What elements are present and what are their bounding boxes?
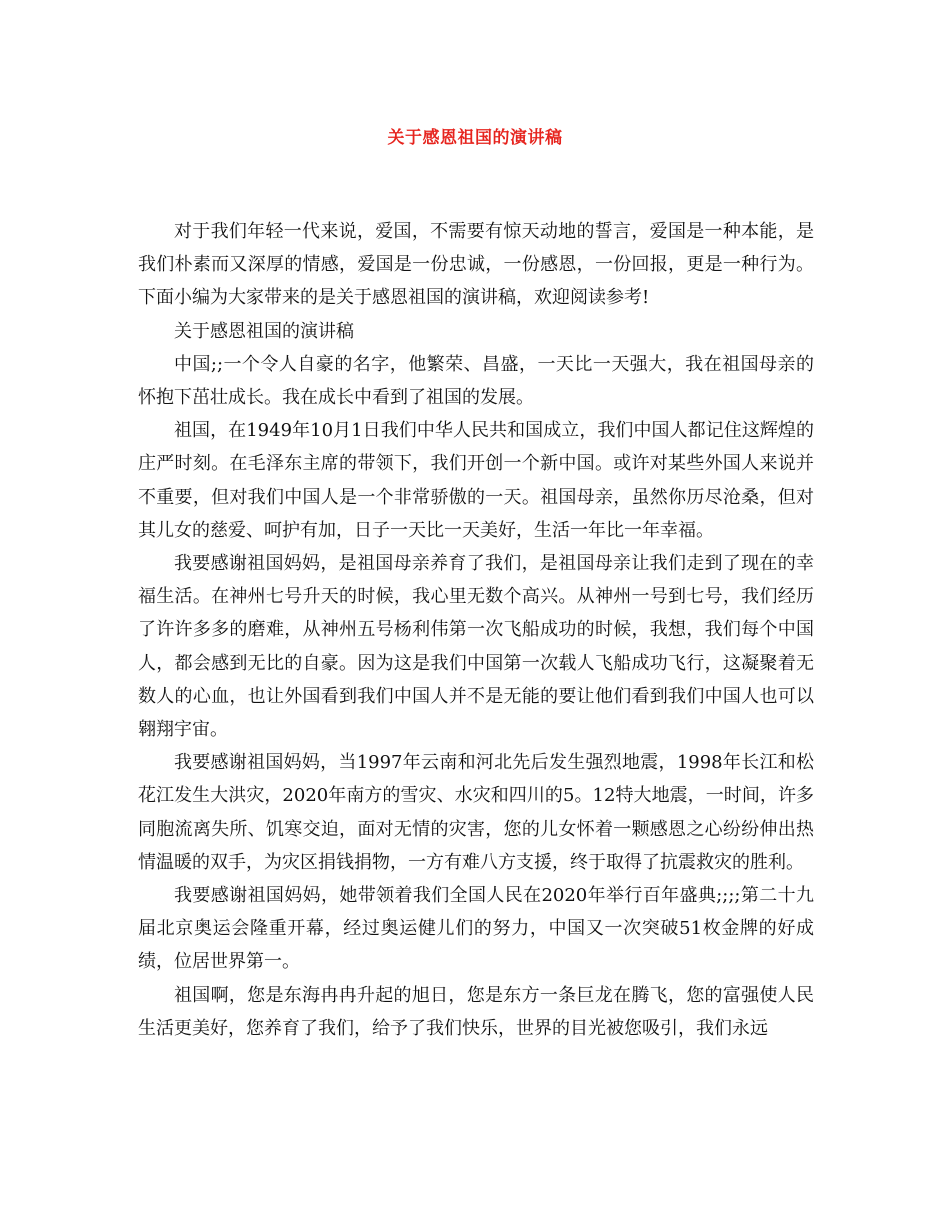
paragraph-closing: 祖国啊，您是东海冉冉升起的旭日，您是东方一条巨龙在腾飞，您的富强使人民生活更美好，您养育了我们，给予了我们快乐，世界的目光被您吸引，我们永远 bbox=[138, 984, 814, 1039]
paragraph-disasters: 我要感谢祖国妈妈，当1997年云南和河北先后发生强烈地震，1998年长江和松花江发生大洪灾，2020年南方的雪灾、水灾和四川的5。12特大地震，一时间，许多同胞流离失所、饥寒交迫，面对无情的灾害，您的儿女怀着一颗感恩之心纷纷伸出热情温暖的双手，为灾区捐钱捐物，一方有难八方支援，终于取得了抗震救灾的胜利。 bbox=[138, 752, 814, 873]
paragraph-shenzhou: 我要感谢祖国妈妈，是祖国母亲养育了我们，是祖国母亲让我们走到了现在的幸福生活。在神州七号升天的时候，我心里无数个高兴。从神州一号到七号，我们经历了许许多多的磨难，从神州五号杨利伟第一次飞船成功的时候，我想，我们每个中国人，都会感到无比的自豪。因为这是我们中国第一次载人飞船成功飞行，这凝聚着无数人的心血，也让外国看到我们中国人并不是无能的要让他们看到我们中国人也可以翱翔宇宙。 bbox=[138, 553, 814, 741]
document-title: 关于感恩祖国的演讲稿 bbox=[387, 128, 563, 148]
paragraph-subtitle: 关于感恩祖国的演讲稿 bbox=[174, 320, 354, 342]
paragraph-olympics: 我要感谢祖国妈妈，她带领着我们全国人民在2020年举行百年盛典;;;;第二十九届北京奥运会隆重开幕，经过奥运健儿们的努力，中国又一次突破51枚金牌的好成绩，位居世界第一。 bbox=[138, 885, 814, 973]
document-body bbox=[138, 215, 814, 1045]
paragraph-china: 中国;;一个令人自豪的名字，他繁荣、昌盛，一天比一天强大，我在祖国母亲的怀抱下茁壮成长。我在成长中看到了祖国的发展。 bbox=[138, 353, 814, 409]
paragraph-founding: 祖国，在1949年10月1日我们中华人民共和国成立，我们中国人都记住这辉煌的庄严时刻。在毛泽东主席的带领下，我们开创一个新中国。或许对某些外国人来说并不重要，但对我们中国人是一个非常骄傲的一天。祖国母亲，虽然你历尽沧桑，但对其儿女的慈爱、呵护有加，日子一天比一天美好，生活一年比一年幸福。 bbox=[138, 420, 814, 541]
paragraph-intro: 对于我们年轻一代来说，爱国，不需要有惊天动地的誓言，爱国是一种本能，是我们朴素而又深厚的情感，爱国是一份忠诚，一份感恩，一份回报，更是一种行为。下面小编为大家带来的是关于感恩祖国的演讲稿，欢迎阅读参考! bbox=[138, 221, 814, 309]
